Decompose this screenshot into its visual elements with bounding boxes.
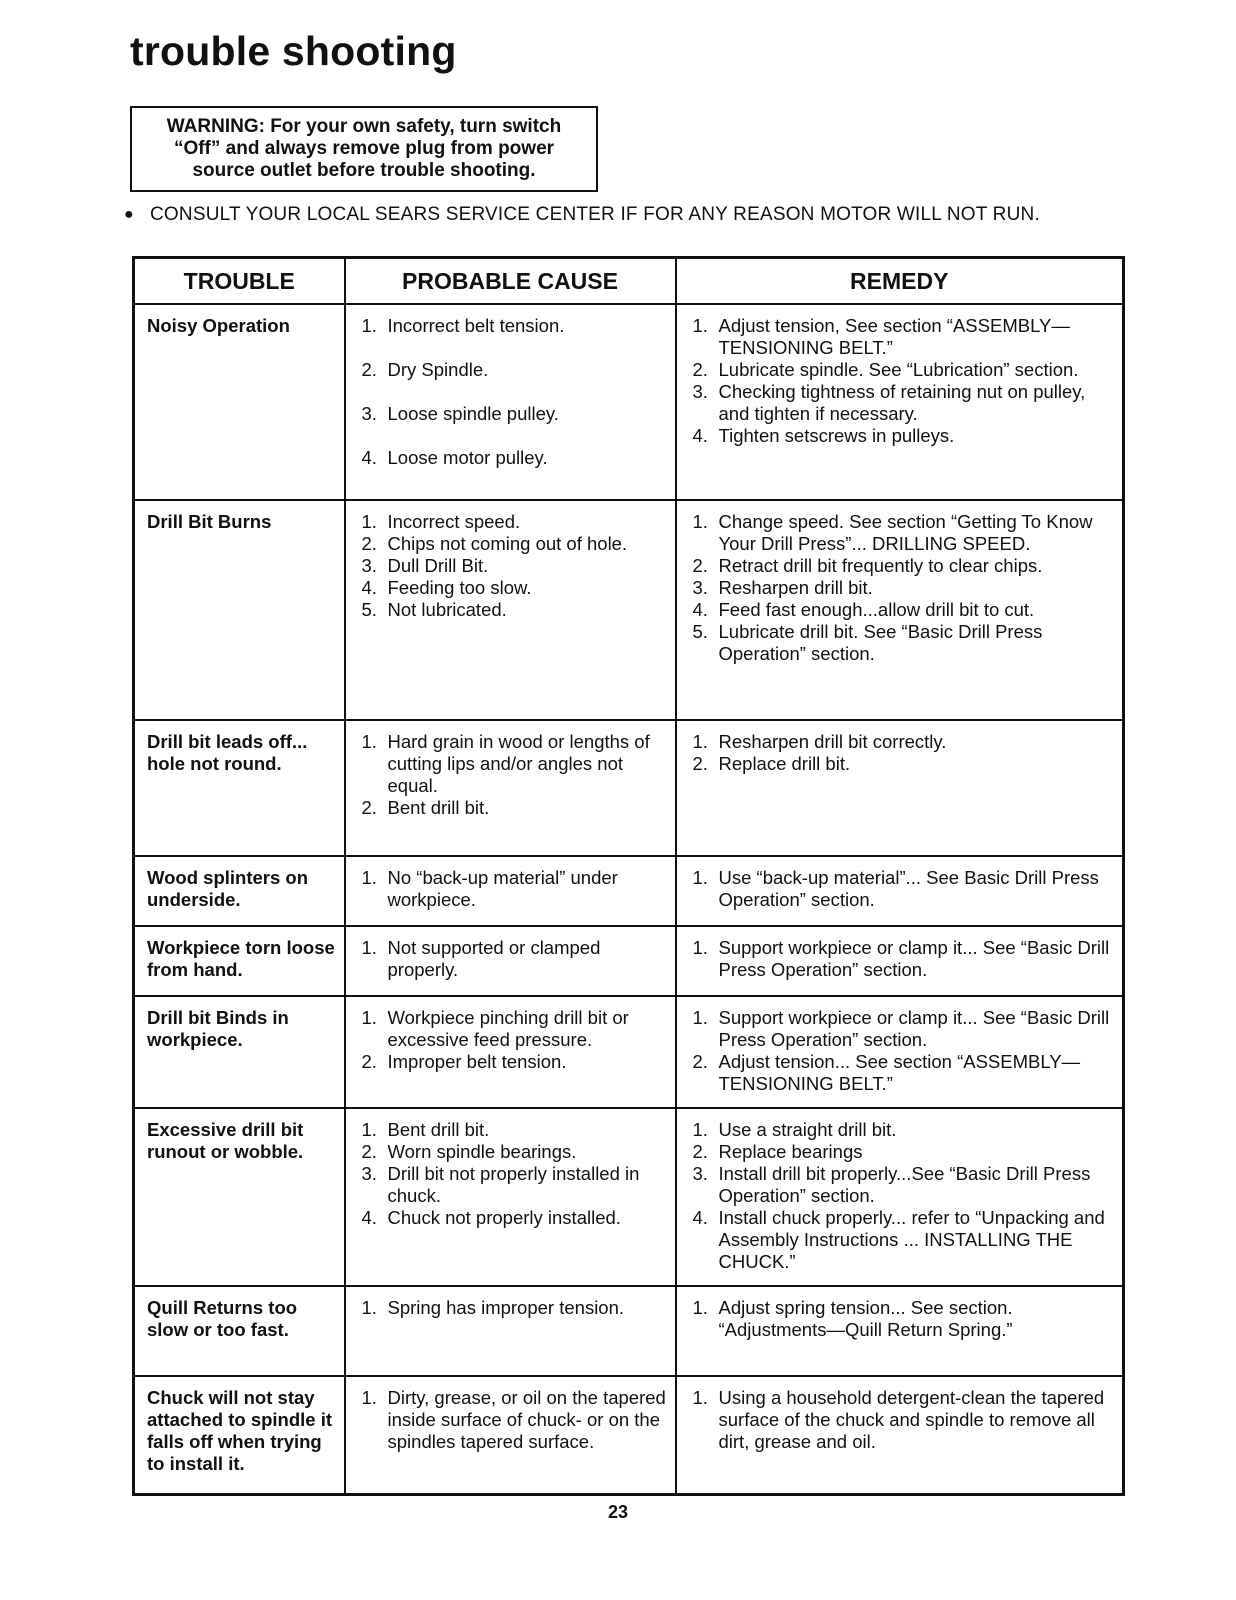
remedy-cell bbox=[676, 500, 1124, 720]
cause-item bbox=[358, 511, 667, 533]
remedy-item-text: Tighten setscrews in pulleys. bbox=[718, 425, 955, 446]
trouble-cell: Quill Returns too slow or too fast. bbox=[134, 1286, 345, 1376]
warning-line-2: “Off” and always remove plug from power bbox=[173, 138, 555, 159]
cause-item bbox=[358, 1141, 667, 1163]
remedy-item-number: 1. bbox=[692, 731, 708, 752]
remedy-item-text: Replace drill bit. bbox=[718, 753, 851, 774]
cause-item-text: Feeding too slow. bbox=[387, 577, 532, 598]
remedy-item bbox=[689, 731, 1115, 753]
bullet-icon: ● bbox=[124, 206, 134, 223]
cause-item bbox=[358, 1119, 667, 1141]
cause-item-number: 4. bbox=[361, 447, 377, 468]
remedy-item-number: 2. bbox=[692, 1141, 708, 1162]
warning-line-3: source outlet before trouble shooting. bbox=[192, 160, 536, 181]
cause-item-number: 1. bbox=[361, 1387, 377, 1408]
remedy-list bbox=[689, 511, 1115, 665]
remedy-item-text: Change speed. See section “Getting To Know Your Drill Press”... DRILLING SPEED. bbox=[718, 511, 1093, 554]
consult-notice bbox=[124, 204, 1040, 226]
cause-item bbox=[358, 533, 667, 555]
remedy-item-number: 1. bbox=[692, 1119, 708, 1140]
remedy-item-number: 2. bbox=[692, 1051, 708, 1072]
cause-item-number: 2. bbox=[361, 1141, 377, 1162]
remedy-item-number: 1. bbox=[692, 1007, 708, 1028]
cause-item-number: 1. bbox=[361, 867, 377, 888]
remedy-item bbox=[689, 1141, 1115, 1163]
cause-item bbox=[358, 577, 667, 599]
remedy-cell bbox=[676, 1108, 1124, 1286]
remedy-list bbox=[689, 315, 1115, 447]
cause-item bbox=[358, 447, 667, 469]
remedy-item-text: Use “back-up material”... See Basic Drill Press Operation” section. bbox=[718, 867, 1099, 910]
cause-item-text: Not supported or clamped properly. bbox=[387, 937, 601, 980]
table-row bbox=[134, 996, 1124, 1108]
table-body bbox=[134, 304, 1124, 1494]
cause-cell bbox=[345, 720, 676, 856]
cause-item bbox=[358, 1163, 667, 1207]
cause-item-number: 3. bbox=[361, 1163, 377, 1184]
remedy-item-text: Checking tightness of retaining nut on pulley, and tighten if necessary. bbox=[718, 381, 1086, 424]
remedy-item-text: Lubricate spindle. See “Lubrication” section. bbox=[718, 359, 1079, 380]
cause-item-text: Not lubricated. bbox=[387, 599, 507, 620]
cause-item bbox=[358, 403, 667, 425]
cause-item-text: Improper belt tension. bbox=[387, 1051, 567, 1072]
remedy-list bbox=[689, 937, 1115, 981]
cause-list bbox=[358, 731, 667, 819]
cause-cell bbox=[345, 1376, 676, 1494]
cause-item bbox=[358, 731, 667, 797]
remedy-item-text: Support workpiece or clamp it... See “Basic Drill Press Operation” section. bbox=[718, 1007, 1110, 1050]
remedy-item-number: 3. bbox=[692, 381, 708, 402]
cause-cell bbox=[345, 304, 676, 500]
cause-item-text: Spring has improper tension. bbox=[387, 1297, 625, 1318]
remedy-item-text: Feed fast enough...allow drill bit to cut. bbox=[718, 599, 1035, 620]
cause-item-number: 2. bbox=[361, 533, 377, 554]
cause-item-text: Workpiece pinching drill bit or excessive feed pressure. bbox=[387, 1007, 629, 1050]
trouble-cell: Chuck will not stay attached to spindle it falls off when trying to install it. bbox=[134, 1376, 345, 1494]
remedy-item-number: 5. bbox=[692, 621, 708, 642]
cause-list bbox=[358, 1119, 667, 1229]
remedy-cell bbox=[676, 1286, 1124, 1376]
remedy-item bbox=[689, 1387, 1115, 1453]
table-row bbox=[134, 500, 1124, 720]
cause-item bbox=[358, 555, 667, 577]
cause-item-number: 3. bbox=[361, 555, 377, 576]
cause-item-text: Incorrect speed. bbox=[387, 511, 521, 532]
remedy-item bbox=[689, 599, 1115, 621]
remedy-item bbox=[689, 1207, 1115, 1273]
remedy-item-text: Resharpen drill bit correctly. bbox=[718, 731, 947, 752]
cause-cell bbox=[345, 996, 676, 1108]
remedy-item-number: 1. bbox=[692, 867, 708, 888]
cause-item bbox=[358, 359, 667, 381]
remedy-item bbox=[689, 555, 1115, 577]
cause-item-text: Loose spindle pulley. bbox=[387, 403, 559, 424]
table-row bbox=[134, 926, 1124, 996]
cause-item-text: Drill bit not properly installed in chuck. bbox=[387, 1163, 640, 1206]
cause-item bbox=[358, 1007, 667, 1051]
remedy-item-number: 1. bbox=[692, 937, 708, 958]
trouble-cell: Drill Bit Burns bbox=[134, 500, 345, 720]
trouble-cell: Drill bit leads off... hole not round. bbox=[134, 720, 345, 856]
cause-item-text: Dull Drill Bit. bbox=[387, 555, 489, 576]
trouble-cell: Wood splinters on underside. bbox=[134, 856, 345, 926]
cause-item-number: 1. bbox=[361, 315, 377, 336]
table-row bbox=[134, 1108, 1124, 1286]
remedy-item bbox=[689, 1119, 1115, 1141]
cause-item-number: 1. bbox=[361, 1119, 377, 1140]
cause-item bbox=[358, 1207, 667, 1229]
remedy-cell bbox=[676, 1376, 1124, 1494]
cause-item-text: Bent drill bit. bbox=[387, 797, 490, 818]
trouble-cell: Drill bit Binds in workpiece. bbox=[134, 996, 345, 1108]
cause-list bbox=[358, 315, 667, 469]
cause-item bbox=[358, 797, 667, 819]
cause-item bbox=[358, 867, 667, 911]
cause-list bbox=[358, 937, 667, 981]
remedy-item-number: 3. bbox=[692, 577, 708, 598]
header-remedy: REMEDY bbox=[676, 258, 1124, 305]
cause-list bbox=[358, 867, 667, 911]
remedy-list bbox=[689, 1007, 1115, 1095]
remedy-item-text: Replace bearings bbox=[718, 1141, 863, 1162]
cause-item-text: Worn spindle bearings. bbox=[387, 1141, 577, 1162]
remedy-cell bbox=[676, 996, 1124, 1108]
cause-item bbox=[358, 937, 667, 981]
remedy-item bbox=[689, 577, 1115, 599]
remedy-item-text: Retract drill bit frequently to clear chips. bbox=[718, 555, 1043, 576]
cause-item-number: 3. bbox=[361, 403, 377, 424]
remedy-item bbox=[689, 315, 1115, 359]
remedy-item-number: 2. bbox=[692, 359, 708, 380]
cause-item bbox=[358, 1051, 667, 1073]
troubleshooting-table bbox=[132, 256, 1125, 1496]
cause-item bbox=[358, 1387, 667, 1453]
remedy-list bbox=[689, 1387, 1115, 1453]
remedy-item-number: 1. bbox=[692, 1297, 708, 1318]
header-trouble: TROUBLE bbox=[134, 258, 345, 305]
remedy-item-number: 4. bbox=[692, 425, 708, 446]
cause-item-text: Incorrect belt tension. bbox=[387, 315, 565, 336]
table-row bbox=[134, 720, 1124, 856]
remedy-cell bbox=[676, 926, 1124, 996]
cause-item-number: 4. bbox=[361, 577, 377, 598]
remedy-item-text: Adjust tension... See section “ASSEMBLY—TENSIONING BELT.” bbox=[718, 1051, 1081, 1094]
table-row bbox=[134, 304, 1124, 500]
cause-item bbox=[358, 315, 667, 337]
table-row bbox=[134, 1286, 1124, 1376]
cause-list bbox=[358, 511, 667, 621]
cause-item-text: Loose motor pulley. bbox=[387, 447, 548, 468]
cause-item-number: 1. bbox=[361, 731, 377, 752]
cause-cell bbox=[345, 1108, 676, 1286]
remedy-item-number: 2. bbox=[692, 753, 708, 774]
remedy-item bbox=[689, 1051, 1115, 1095]
remedy-item-text: Use a straight drill bit. bbox=[718, 1119, 897, 1140]
remedy-item bbox=[689, 753, 1115, 775]
cause-list bbox=[358, 1007, 667, 1073]
remedy-cell bbox=[676, 304, 1124, 500]
remedy-item bbox=[689, 937, 1115, 981]
cause-item-number: 1. bbox=[361, 937, 377, 958]
cause-cell bbox=[345, 926, 676, 996]
header-probable-cause: PROBABLE CAUSE bbox=[345, 258, 676, 305]
remedy-cell bbox=[676, 856, 1124, 926]
remedy-item bbox=[689, 511, 1115, 555]
cause-item-number: 2. bbox=[361, 797, 377, 818]
remedy-item-number: 1. bbox=[692, 511, 708, 532]
remedy-cell bbox=[676, 720, 1124, 856]
remedy-item bbox=[689, 1163, 1115, 1207]
remedy-item bbox=[689, 867, 1115, 911]
cause-item-text: No “back-up material” under workpiece. bbox=[387, 867, 618, 910]
cause-list bbox=[358, 1297, 667, 1319]
page-number: 23 bbox=[607, 1502, 629, 1522]
remedy-list bbox=[689, 1119, 1115, 1273]
cause-item-text: Bent drill bit. bbox=[387, 1119, 490, 1140]
cause-item-number: 1. bbox=[361, 1297, 377, 1318]
cause-item-number: 2. bbox=[361, 359, 377, 380]
cause-item-number: 5. bbox=[361, 599, 377, 620]
cause-item-text: Dirty, grease, or oil on the tapered inside surface of chuck- or on the spindles tapered surface. bbox=[387, 1387, 666, 1452]
remedy-item-text: Resharpen drill bit. bbox=[718, 577, 873, 598]
cause-item bbox=[358, 599, 667, 621]
cause-cell bbox=[345, 856, 676, 926]
cause-item-text: Hard grain in wood or lengths of cutting lips and/or angles not equal. bbox=[387, 731, 650, 796]
remedy-item-text: Adjust spring tension... See section. “Adjustments—Quill Return Spring.” bbox=[718, 1297, 1013, 1340]
remedy-list bbox=[689, 1297, 1115, 1341]
remedy-item bbox=[689, 621, 1115, 665]
remedy-item bbox=[689, 381, 1115, 425]
cause-item-text: Chips not coming out of hole. bbox=[387, 533, 628, 554]
remedy-item bbox=[689, 1297, 1115, 1341]
cause-item-number: 1. bbox=[361, 511, 377, 532]
remedy-item bbox=[689, 1007, 1115, 1051]
remedy-item-number: 1. bbox=[692, 1387, 708, 1408]
remedy-item-text: Support workpiece or clamp it... See “Basic Drill Press Operation” section. bbox=[718, 937, 1110, 980]
remedy-list bbox=[689, 731, 1115, 775]
warning-box bbox=[130, 106, 598, 192]
remedy-item-number: 4. bbox=[692, 599, 708, 620]
remedy-item-text: Adjust tension, See section “ASSEMBLY—TENSIONING BELT.” bbox=[718, 315, 1070, 358]
cause-cell bbox=[345, 500, 676, 720]
remedy-item-number: 1. bbox=[692, 315, 708, 336]
cause-item-number: 1. bbox=[361, 1007, 377, 1028]
remedy-item-number: 2. bbox=[692, 555, 708, 576]
cause-item-number: 4. bbox=[361, 1207, 377, 1228]
remedy-item bbox=[689, 359, 1115, 381]
remedy-item-text: Lubricate drill bit. See “Basic Drill Press Operation” section. bbox=[718, 621, 1043, 664]
table-row bbox=[134, 856, 1124, 926]
trouble-cell: Excessive drill bit runout or wobble. bbox=[134, 1108, 345, 1286]
cause-item-number: 2. bbox=[361, 1051, 377, 1072]
remedy-item-text: Install chuck properly... refer to “Unpacking and Assembly Instructions ... INSTALLING THE CHUCK.” bbox=[718, 1207, 1105, 1272]
cause-list bbox=[358, 1387, 667, 1453]
warning-line-1: WARNING: For your own safety, turn switch bbox=[166, 116, 562, 137]
consult-text: CONSULT YOUR LOCAL SEARS SERVICE CENTER IF FOR ANY REASON MOTOR WILL NOT RUN. bbox=[150, 204, 1040, 225]
remedy-item bbox=[689, 425, 1115, 447]
page-title: trouble shooting bbox=[130, 28, 457, 74]
cause-cell bbox=[345, 1286, 676, 1376]
remedy-item-text: Install drill bit properly...See “Basic Drill Press Operation” section. bbox=[718, 1163, 1091, 1206]
remedy-list bbox=[689, 867, 1115, 911]
remedy-item-number: 3. bbox=[692, 1163, 708, 1184]
remedy-item-number: 4. bbox=[692, 1207, 708, 1228]
cause-item-text: Chuck not properly installed. bbox=[387, 1207, 621, 1228]
remedy-item-text: Using a household detergent-clean the tapered surface of the chuck and spindle to remove all dirt, grease and oil. bbox=[718, 1387, 1105, 1452]
cause-item bbox=[358, 1297, 667, 1319]
trouble-cell: Noisy Operation bbox=[134, 304, 345, 500]
table-row bbox=[134, 1376, 1124, 1494]
cause-item-text: Dry Spindle. bbox=[387, 359, 489, 380]
trouble-cell: Workpiece torn loose from hand. bbox=[134, 926, 345, 996]
table-header-row bbox=[134, 258, 1124, 305]
